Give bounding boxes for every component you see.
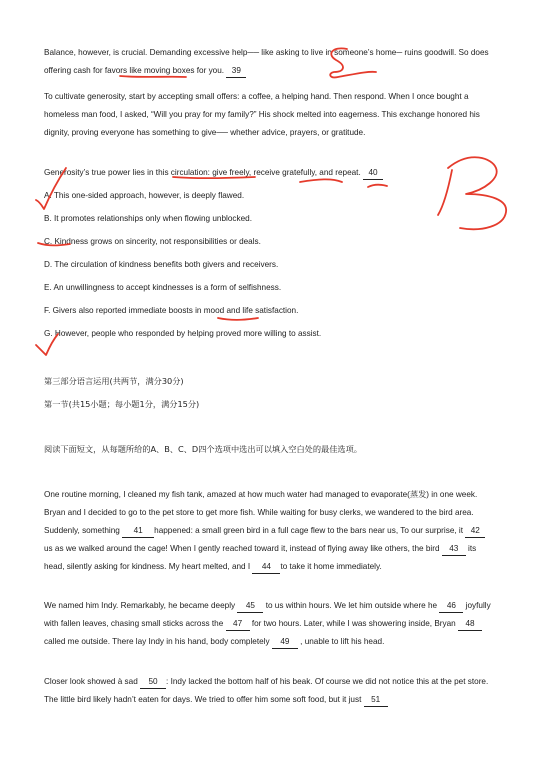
blank-41[interactable]: 41: [122, 525, 154, 538]
option-b[interactable]: B. It promotes relationships only when flowing unblocked.: [44, 214, 252, 223]
story-paragraph-3: Closer look showed à sad 50 : Indy lacked the bottom half of his beak. Of course we did not notice this at the pet store. The little bird likely hadn’t eaten for days. We tried to offer him some soft food, but it just 51: [44, 673, 496, 709]
option-d[interactable]: D. The circulation of kindness benefits both givers and receivers.: [44, 260, 279, 269]
blank-49[interactable]: 49: [272, 636, 298, 649]
blank-40[interactable]: 40: [363, 167, 383, 180]
blank-44[interactable]: 44: [252, 561, 280, 574]
story-paragraph-1: One routine morning, I cleaned my fish tank, amazed at how much water had managed to evaporate(蒸发) in one week. Bryan and I decided to go to the pet store to get more fish. While waiting for busy clerks, we wandered to the bird area. Suddenly, something 41 happened: a small green bird in a full cage flew to the bars near us, To our surprise, it 42 us as we walked around the cage! When I gently reached toward it, instead of flying away like others, the bird 43 its head, silently asking for kindness. My heart melted, and I 44 to take it home immediately.: [44, 486, 496, 576]
option-g[interactable]: G. However, people who responded by helping proved more willing to assist.: [44, 329, 322, 338]
story-paragraph-2: We named him Indy. Remarkably, he became deeply 45 to us within hours. We let him outside where he 46 joyfully with fallen leaves, chasing small sticks across the 47 for two hours. Later, while I was showering inside, Bryan 48 called me outside. There lay Indy in his hand, body completely 49 , unable to lift his head.: [44, 597, 496, 651]
blank-50[interactable]: 50: [140, 676, 166, 689]
section-title: 第三部分语言运用(共两节，满分30分): [44, 376, 184, 386]
option-c[interactable]: C. Kindness grows on sincerity, not responsibilities or deals.: [44, 237, 261, 246]
blank-43[interactable]: 43: [442, 543, 466, 556]
blank-45[interactable]: 45: [237, 600, 263, 613]
instruction-text: 阅读下面短文，从每题所给的A、B、C、D四个选项中选出可以填入空白处的最佳选项。: [44, 444, 362, 454]
paragraph-balance: Balance, however, is crucial. Demanding excessive help── like asking to live in someone’s home─ ruins goodwill. So does offering cash for favors like moving boxes for you. 39: [44, 44, 496, 80]
blank-46[interactable]: 46: [439, 600, 463, 613]
option-f[interactable]: F. Givers also reported immediate boosts in mood and life satisfaction.: [44, 306, 299, 315]
blank-48[interactable]: 48: [458, 618, 482, 631]
option-a[interactable]: A. This one-sided approach, however, is deeply flawed.: [44, 191, 245, 200]
paragraph-generosity: Generosity’s true power lies in this circulation: give freely, receive gratefully, and repeat. 40: [44, 164, 496, 182]
subsection-title: 第一节(共15小题；每小题1分，满分15分): [44, 399, 200, 409]
paragraph-cultivate: To cultivate generosity, start by accepting small offers: a coffee, a helping hand. Then respond. When I once bought a homeless man food, I asked, “Will you pray for my family?” His shock melted into eagerness. This exchange honored his dignity, proving everyone has something to give── whether advice, prayers, or gratitude.: [44, 92, 480, 137]
blank-39[interactable]: 39: [226, 65, 246, 78]
blank-42[interactable]: 42: [465, 525, 485, 538]
blank-47[interactable]: 47: [226, 618, 250, 631]
option-e[interactable]: E. An unwillingness to accept kindnesses is a form of selfishness.: [44, 283, 282, 292]
blank-51[interactable]: 51: [364, 694, 388, 707]
